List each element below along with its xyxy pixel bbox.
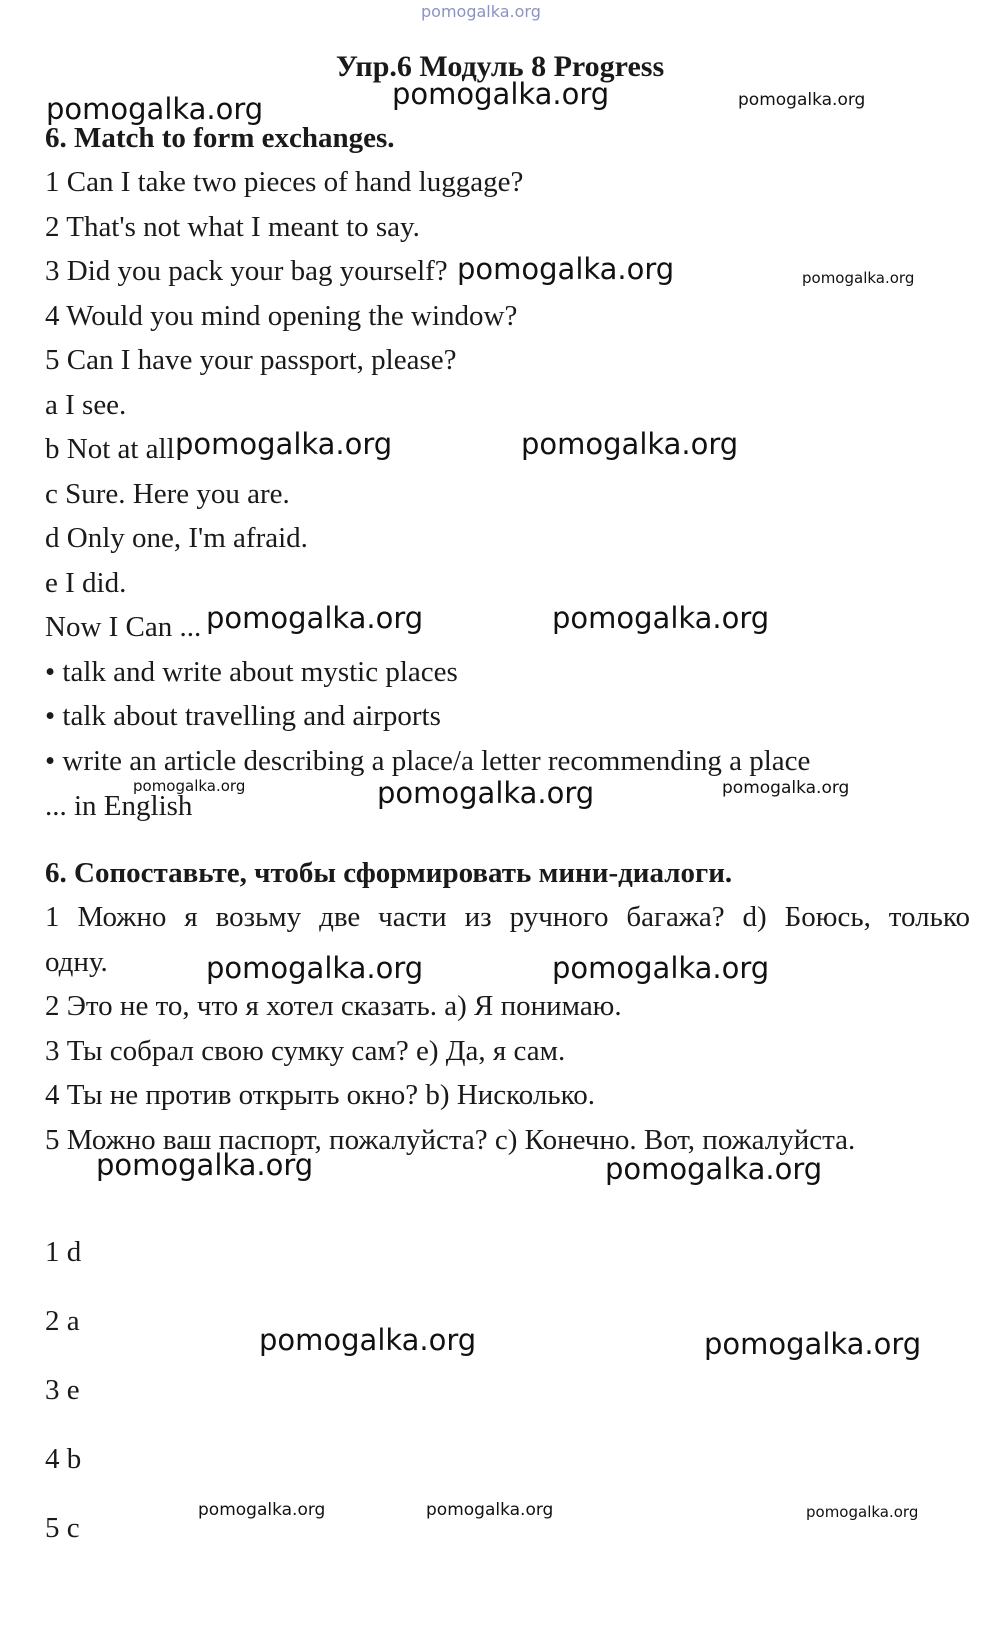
question-2: 2 That's not what I meant to say. [45,211,420,243]
watermark: pomogalka.org [46,92,264,126]
russian-line-1: 1 Можно я возьму две части из ручного багажа? d) Боюсь, только [45,901,970,933]
watermark: pomogalka.org [806,1503,919,1521]
russian-line-3: 3 Ты собрал свою сумку сам? e) Да, я сам. [45,1035,566,1067]
watermark: pomogalka.org [605,1152,823,1186]
response-c: c Sure. Here you are. [45,478,290,510]
english-heading: 6. Match to form exchanges. [45,122,395,154]
response-b: b Not at all [45,433,175,465]
russian-line-1-cont: одну. [45,946,108,978]
russian-line-2: 2 Это не то, что я хотел сказать. a) Я понимаю. [45,990,622,1022]
answer-4: 4 b [45,1443,82,1475]
question-1: 1 Can I take two pieces of hand luggage? [45,166,524,198]
page-title: Упр.6 Модуль 8 Progress [335,50,665,83]
watermark: pomogalka.org [259,1323,477,1357]
watermark: pomogalka.org [96,1148,314,1182]
watermark: pomogalka.org [521,427,739,461]
watermark: pomogalka.org [738,90,866,110]
watermark: pomogalka.org [377,776,595,810]
bullet-2: • talk about travelling and airports [45,700,441,732]
watermark: pomogalka.org [133,777,246,795]
watermark: pomogalka.org [552,951,770,985]
watermark: pomogalka.org [198,1500,326,1520]
question-4: 4 Would you mind opening the window? [45,300,518,332]
header-watermark: pomogalka.org [421,2,541,21]
watermark: pomogalka.org [206,951,424,985]
watermark: pomogalka.org [392,77,610,111]
russian-heading: 6. Сопоставьте, чтобы сформировать мини-диалоги. [45,857,733,889]
russian-line-4: 4 Ты не против открыть окно? b) Нисколько. [45,1079,595,1111]
russian-line-5: 5 Можно ваш паспорт, пожалуйста? c) Конечно. Вот, пожалуйста. [45,1124,856,1156]
question-3: 3 Did you pack your bag yourself? [45,255,448,287]
bullet-3: • write an article describing a place/a letter recommending a place [45,745,811,777]
answer-2: 2 a [45,1305,80,1337]
watermark: pomogalka.org [704,1327,922,1361]
response-e: e I did. [45,567,127,599]
watermark: pomogalka.org [552,601,770,635]
watermark: pomogalka.org [206,601,424,635]
watermark: pomogalka.org [722,778,850,798]
question-5: 5 Can I have your passport, please? [45,344,457,376]
response-a: a I see. [45,389,127,421]
answer-3: 3 e [45,1374,80,1406]
in-english: ... in English [45,790,193,822]
answer-1: 1 d [45,1236,82,1268]
watermark: pomogalka.org [802,269,915,287]
watermark: pomogalka.org [457,252,675,286]
response-d: d Only one, I'm afraid. [45,522,308,554]
watermark: pomogalka.org [426,1500,554,1520]
now-i-can: Now I Can ... [45,611,202,643]
bullet-1: • talk and write about mystic places [45,656,458,688]
watermark: pomogalka.org [175,427,393,461]
answer-5: 5 c [45,1512,80,1544]
